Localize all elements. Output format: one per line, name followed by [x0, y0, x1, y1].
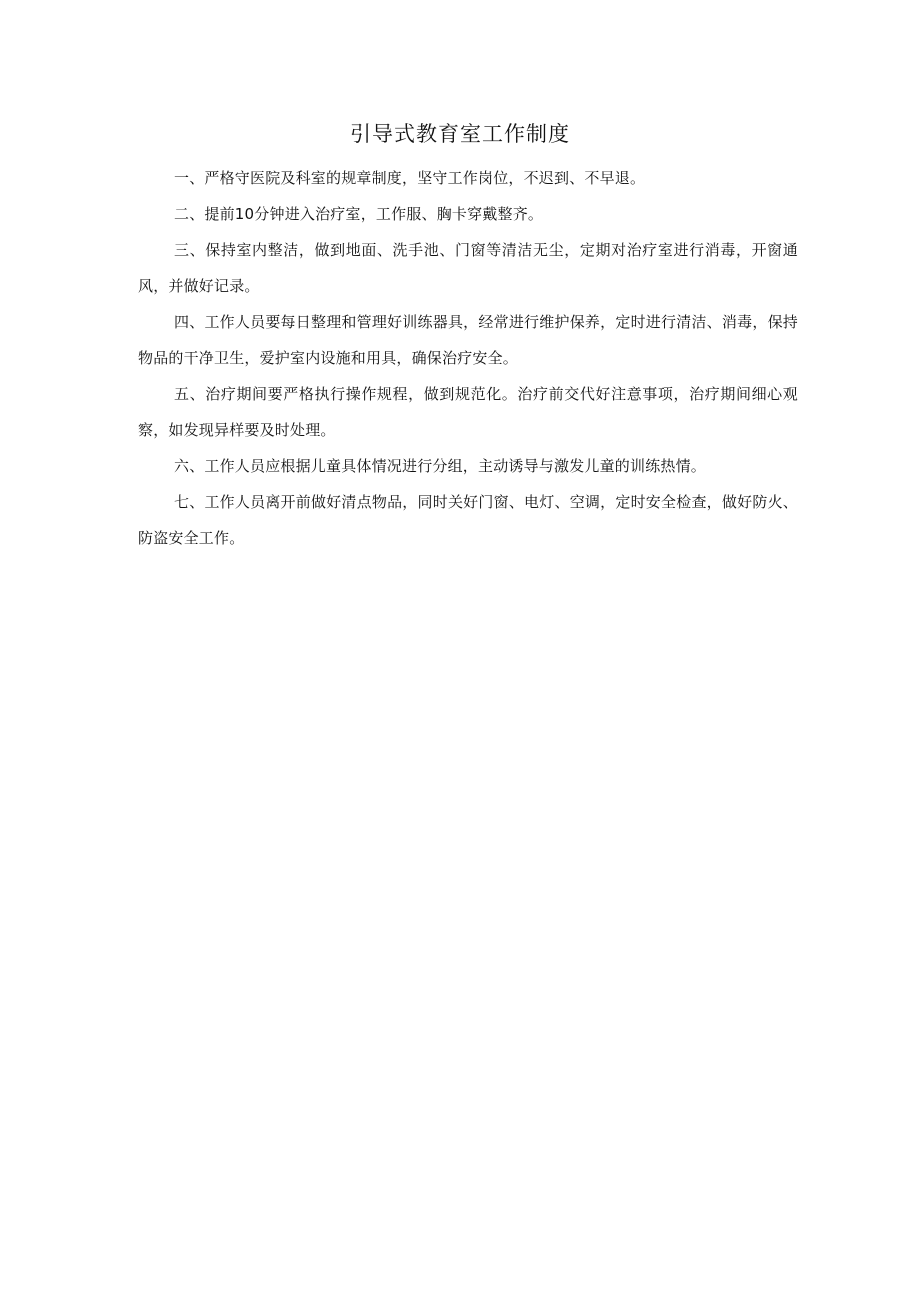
document-body: [138, 160, 798, 556]
regulation-item-4: 四、工作人员要每日整理和管理好训练器具，经常进行维护保养，定时进行清洁、消毒，保持物品的干净卫生，爱护室内设施和用具，确保治疗安全。: [138, 313, 798, 367]
regulation-item-5: 五、治疗期间要严格执行操作规程，做到规范化。治疗前交代好注意事项，治疗期间细心观察，如发现异样要及时处理。: [138, 385, 798, 439]
regulation-item-6: 六、工作人员应根据儿童具体情况进行分组，主动诱导与激发儿童的训练热情。: [174, 457, 707, 475]
regulation-item-3: 三、保持室内整洁，做到地面、洗手池、门窗等清洁无尘，定期对治疗室进行消毒，开窗通风，并做好记录。: [138, 241, 798, 295]
regulation-item-1: 一、严格守医院及科室的规章制度，坚守工作岗位，不迟到、不早退。: [174, 169, 646, 187]
regulation-item-7: 七、工作人员离开前做好清点物品，同时关好门窗、电灯、空调，定时安全检查，做好防火、防盗安全工作。: [138, 493, 798, 547]
regulation-item-2: 二、提前10分钟进入治疗室，工作服、胸卡穿戴整齐。: [174, 205, 544, 223]
document-title: 引导式教育室工作制度: [350, 122, 570, 146]
